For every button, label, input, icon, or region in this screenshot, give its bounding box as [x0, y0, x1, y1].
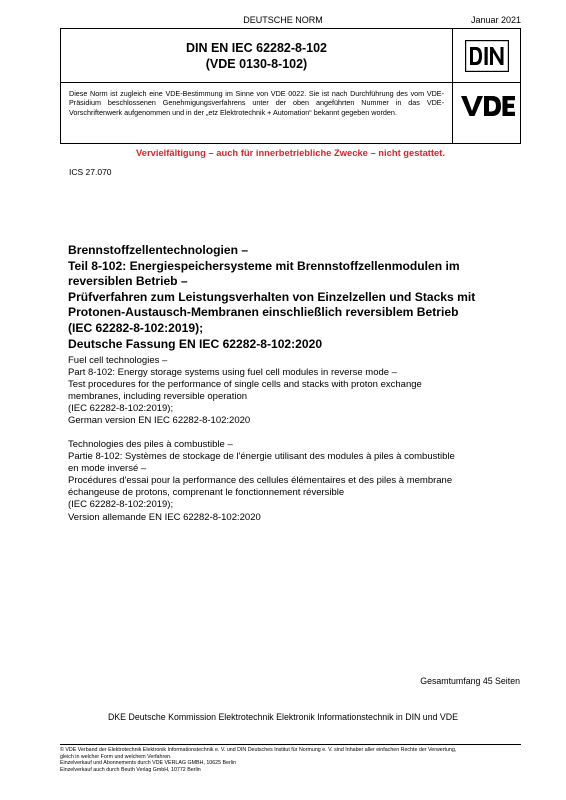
title-german-line: (IEC 62282-8-102:2019); — [68, 320, 204, 335]
title-german-line: Brennstoffzellentechnologien – — [68, 243, 249, 257]
din-logo — [465, 40, 509, 72]
ics-code: ICS 27.070 — [69, 167, 112, 177]
standard-number-block — [61, 40, 452, 72]
title-french-line: en mode inversé – — [68, 463, 147, 475]
title-english-line: membranes, including reversible operation — [68, 391, 248, 403]
title-french-line: échangeuse de protons, comprenant le fonctionnement réversible — [68, 487, 345, 499]
vde-logo — [459, 92, 517, 120]
footer-line: Einzelverkauf auch durch Beuth Verlag GmbH, 10772 Berlin — [60, 766, 201, 773]
vde-classification-number: (VDE 0130-8-102) — [205, 57, 308, 71]
dke-committee: DKE Deutsche Kommission Elektrotechnik Elektronik Informationstechnik in DIN und VDE — [107, 712, 459, 722]
title-english-line: Test procedures for the performance of single cells and stacks with proton exchange — [68, 379, 422, 391]
title-german-line: Teil 8-102: Energiespeichersysteme mit Brennstoffzellenmodulen im — [68, 258, 460, 273]
box-divider-vertical — [452, 29, 453, 143]
title-english-line: German version EN IEC 62282-8-102:2020 — [68, 415, 251, 427]
standard-title-box — [60, 28, 521, 144]
footer-line: Einzelverkauf und Abonnements durch VDE VERLAG GMBH, 10625 Berlin — [60, 760, 237, 767]
title-french-line: Procédures d'essai pour la performance des cellules élémentaires et des piles à membrane — [68, 475, 453, 487]
title-english-line: Fuel cell technologies – — [68, 355, 168, 366]
title-french-line: (IEC 62282-8-102:2019); — [68, 499, 174, 511]
title-french-line: Partie 8-102: Systèmes de stockage de l'énergie utilisant des modules à piles à combustible — [68, 451, 455, 463]
title-english — [68, 355, 528, 428]
title-german-line: Protonen-Austausch-Membranen einschließlich reversiblem Betrieb — [68, 305, 459, 320]
footer-line: gleich in welcher Form und welchem Verfahren. — [60, 753, 172, 760]
title-german-line: reversiblen Betrieb – — [68, 274, 188, 289]
total-pages: Gesamtumfang 45 Seiten — [420, 676, 520, 686]
footer-line: © VDE Verband der Elektrotechnik Elektronik Informationstechnik e. V. und DIN Deutsches Institut für Normung e. V. sind Inhaber aller einfachen Rechte der Verwertung, — [60, 747, 457, 753]
title-german — [68, 243, 528, 352]
title-english-line: (IEC 62282-8-102:2019); — [68, 403, 174, 415]
vde-notice-text: Diese Norm ist zugleich eine VDE-Bestimmung im Sinne von VDE 0022. Sie ist nach Durchführung des vom VDE-Präsidium beschlossenen Genehmigungsverfahrens unter der oben angeführten Nummer in das VDE-Vorschriftenwerk aufgenommen und in der „etz Elektrotechnik + Automation“ bekannt gegeben worden. — [69, 89, 444, 117]
title-french-line: Version allemande EN IEC 62282-8-102:2020 — [68, 511, 261, 523]
copyright-footer — [60, 747, 540, 773]
title-german-line: Deutsche Fassung EN IEC 62282-8-102:2020 — [68, 336, 323, 351]
publication-date: Januar 2021 — [470, 15, 521, 25]
norm-type-label: DEUTSCHE NORM — [243, 15, 323, 25]
footer-divider — [60, 744, 521, 745]
title-german-line: Prüfverfahren zum Leistungsverhalten von Einzelzellen und Stacks mit — [68, 289, 476, 304]
title-french-line: Technologies des piles à combustible – — [68, 439, 233, 450]
title-english-line: Part 8-102: Energy storage systems using fuel cell modules in reverse mode – — [68, 367, 397, 379]
standard-number: DIN EN IEC 62282-8-102 — [185, 41, 328, 55]
copy-warning: Vervielfältigung – auch für innerbetriebliche Zwecke – nicht gestattet. — [136, 147, 445, 158]
title-french — [68, 439, 528, 524]
